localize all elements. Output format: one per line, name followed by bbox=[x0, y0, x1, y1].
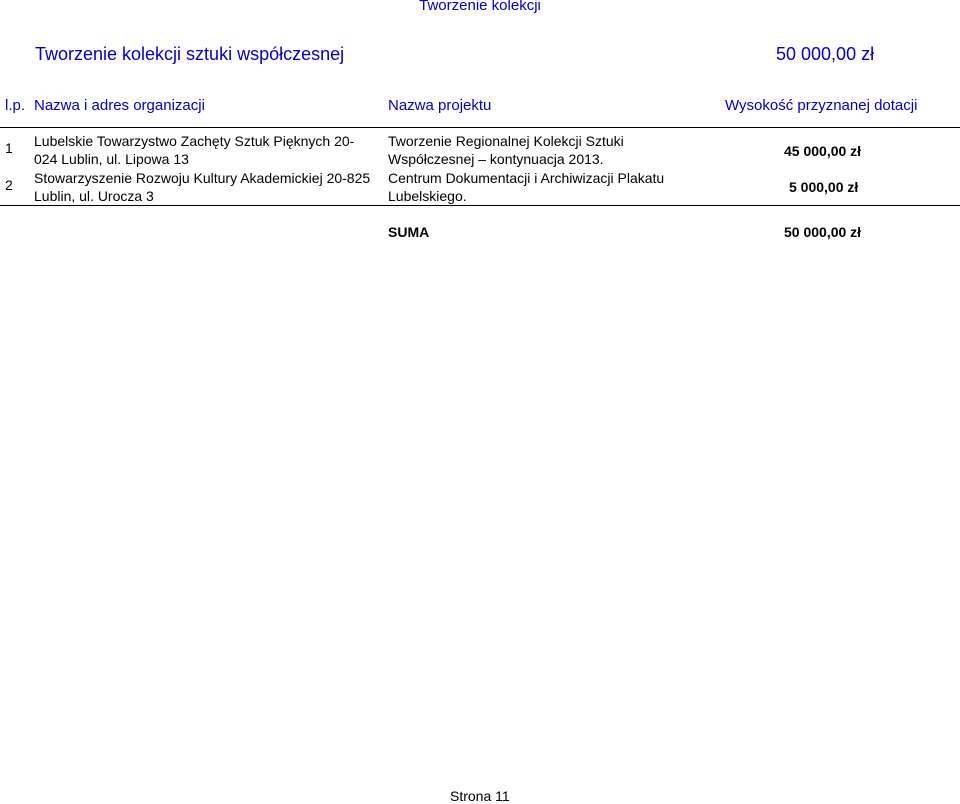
column-header-organization: Nazwa i adres organizacji bbox=[34, 97, 205, 114]
table-bottom-divider bbox=[0, 205, 960, 206]
sum-value: 50 000,00 zł bbox=[784, 224, 862, 240]
row-number: 2 bbox=[5, 177, 13, 193]
organization-line-1: Lubelskie Towarzystwo Zachęty Sztuk Pięknych 20- bbox=[34, 133, 355, 149]
table-top-divider bbox=[0, 127, 960, 128]
row-number: 1 bbox=[5, 140, 13, 156]
grant-amount: 5 000,00 zł bbox=[789, 179, 859, 195]
page-number: Strona 11 bbox=[450, 788, 510, 804]
sum-label: SUMA bbox=[388, 224, 430, 240]
organization-line-1: Stowarzyszenie Rozwoju Kultury Akademickiej 20-825 bbox=[34, 170, 371, 186]
organization-line-2: Lublin, ul. Urocza 3 bbox=[34, 188, 154, 204]
collection-title: Tworzenie kolekcji sztuki współczesnej bbox=[35, 44, 345, 64]
project-line-1: Tworzenie Regionalnej Kolekcji Sztuki bbox=[388, 133, 624, 149]
organization-name-address bbox=[34, 132, 354, 168]
project-name bbox=[388, 169, 664, 205]
column-header-lp: l.p. bbox=[5, 97, 26, 114]
column-header-amount: Wysokość przyznanej dotacji bbox=[725, 97, 918, 114]
project-line-2: Lubelskiego. bbox=[388, 188, 467, 204]
column-header-project: Nazwa projektu bbox=[388, 97, 492, 114]
project-line-2: Współczesnej – kontynuacja 2013. bbox=[388, 151, 604, 167]
collection-total-amount: 50 000,00 zł bbox=[776, 44, 875, 64]
project-line-1: Centrum Dokumentacji i Archiwizacji Plakatu bbox=[388, 170, 665, 186]
project-name bbox=[388, 132, 624, 168]
organization-line-2: 024 Lublin, ul. Lipowa 13 bbox=[34, 151, 189, 167]
organization-name-address bbox=[34, 169, 370, 205]
document-header-title: Tworzenie kolekcji bbox=[419, 0, 541, 14]
grant-amount: 45 000,00 zł bbox=[784, 143, 862, 159]
